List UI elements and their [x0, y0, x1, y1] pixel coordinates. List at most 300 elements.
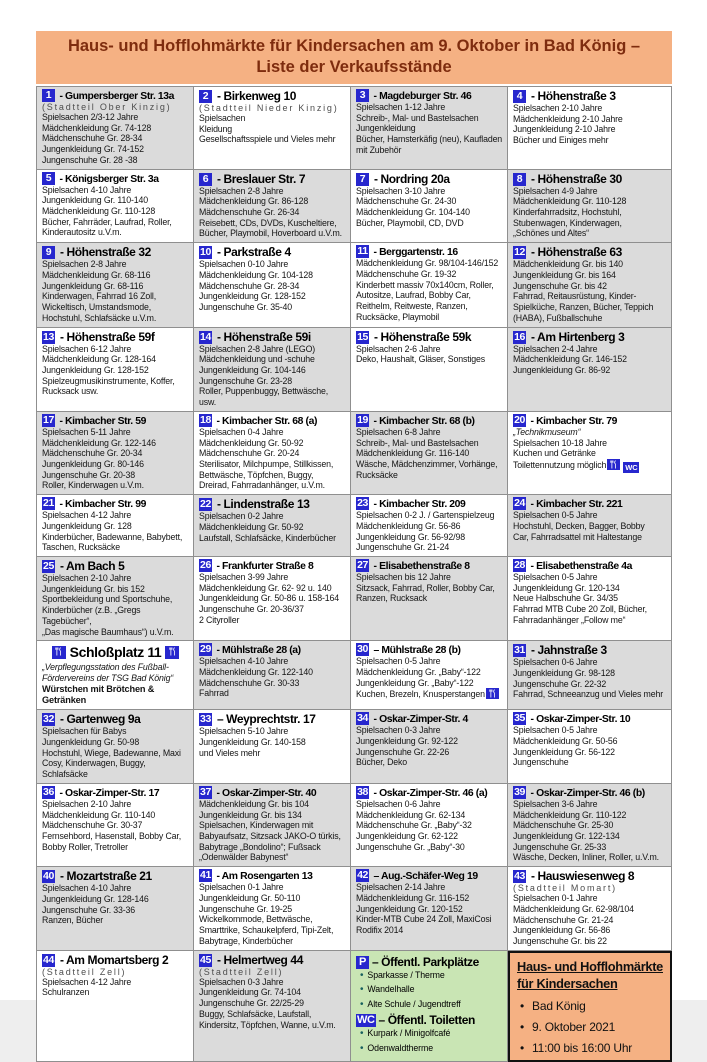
stall-title: - Mozartstraße 21 [59, 869, 152, 884]
stall-cell [508, 170, 672, 244]
stall-detail-line: Cosy, Kinderwagen, Buggy, Schlafsäcke [42, 758, 146, 780]
stall-detail-line: Mädchenkleidung Gr. 98/104-146/152 [356, 258, 499, 269]
stall-detail-line: 2 Cityroller [199, 614, 240, 625]
stall-detail-line: Jungenkleidung Gr. 50-98 [42, 736, 140, 747]
stall-detail-line: Fahrrad [199, 688, 229, 699]
stall-detail-line: Spielsachen 2-6 Jahre [356, 343, 441, 354]
wc-icon: WC [625, 462, 638, 472]
parking-icon: P [356, 956, 369, 969]
stall-detail-line: Hochstuhl, Decken, Bagger, Bobby [513, 520, 645, 531]
stall-detail-line: Ranzen, Rucksack [356, 593, 427, 604]
stall-detail-line: Bücher, Deko [356, 757, 408, 768]
stall-title: - Am Hirtenberg 3 [530, 329, 625, 344]
stall-detail-line: Mädchenkleidung Gr. 62-98/104 [513, 903, 634, 914]
stall-detail-line: Mädchenschuhe Gr. 30-33 [199, 677, 300, 688]
stall-detail-line: Spielsachen 4-10 Jahre [199, 656, 289, 667]
stall-detail-line: Mädchenkleidung Gr. 50-56 [513, 735, 618, 746]
stall-detail-line: Jungenkleidung Gr. bis 134 [199, 809, 302, 820]
stall-cell [37, 328, 194, 412]
stall-detail-line: Neue Halbschuhe Gr. 34/35 [513, 593, 618, 604]
stall-detail-line: Mädchenkleidung Gr. 110-128 [42, 206, 156, 217]
stall-number-badge: 37 [200, 785, 211, 798]
stall-cell [194, 87, 351, 170]
stall-detail-line: Spielsachen 0-3 Jahre [356, 725, 441, 736]
stall-district: (Stadtteil Zell) [42, 966, 127, 977]
stall-title: - Höhenstraße 3 [530, 89, 616, 103]
stall-detail-line: Mädchenkleidung Gr. 110-122 [513, 809, 627, 820]
stall-number-badge: 18 [200, 413, 211, 426]
stall-detail-line: Jungenschuhe Gr. „Baby“-30 [356, 841, 465, 852]
stall-detail-line: (HABA), Fußballschuhe [513, 312, 603, 323]
stall-detail-line: Jungenkleidung [356, 123, 416, 134]
stall-detail-line: Jungenkleidung Gr. 56-86 [513, 925, 611, 936]
stall-title: - Kimbacher Str. 59 [59, 415, 147, 427]
stall-cell [508, 641, 672, 710]
stall-number-badge: 24 [514, 497, 525, 510]
stall-title: – Mühlstraße 28 (b) [373, 645, 461, 657]
stall-header [513, 89, 667, 103]
stall-detail-line: Spielsachen 10-18 Jahre [513, 437, 607, 448]
stall-number-badge: 44 [43, 953, 54, 966]
stall-title: - Höhenstraße 30 [530, 171, 622, 186]
stall-header [356, 245, 503, 258]
stall-detail-line: Spielsachen 4-10 Jahre [42, 883, 132, 894]
stall-detail-line: „Technikmuseum“ [513, 426, 581, 437]
stall-title: - Elisabethenstraße 8 [373, 561, 470, 572]
event-info-item: • 11:00 bis 16:00 Uhr [517, 1041, 663, 1055]
stall-detail-line: Jungenkleidung Gr. 104-146 [199, 364, 306, 375]
stall-header [42, 953, 189, 967]
stall-cell [37, 243, 194, 327]
stall-cell [351, 328, 508, 412]
stall-number-badge: 43 [514, 870, 525, 883]
stall-number-badge: 26 [200, 559, 211, 571]
stall-cell [351, 710, 508, 784]
stall-detail-line: Ranzen, Bücher [42, 915, 103, 926]
stall-detail-line: Smarttrike, Schaukelpferd, Tipi-Zelt, [199, 924, 334, 935]
stall-detail-line: Spielsachen 4-9 Jahre [513, 185, 598, 196]
stall-detail-line: Spielsachen 2/3-12 Jahre [42, 112, 139, 122]
stall-detail-line: Jungenkleidung Gr. 120-134 [513, 582, 620, 593]
stall-number-badge: 2 [199, 90, 212, 103]
stall-number-badge: 28 [514, 559, 525, 571]
stall-detail-line: Jungenschuhe Gr. 33-36 [42, 904, 136, 915]
stall-detail-line: Spielsachen 0-1 Jahre [513, 893, 598, 904]
facility-item: • Kurpark / Minigolfcafé [356, 1027, 503, 1042]
stall-detail-line: Spielsachen 6-12 Jahre [42, 343, 132, 354]
stall-number-badge: 30 [357, 643, 368, 656]
stall-header [356, 497, 503, 510]
stall-cell [37, 951, 194, 1062]
stall-title: - Berggartenstr. 16 [373, 247, 458, 259]
stall-title: - Birkenweg 10 [216, 89, 297, 103]
stall-detail-line: Gesellschaftsspiele und Vieles mehr [199, 134, 336, 145]
stall-detail-line: Spielsachen 2-10 Jahre [42, 573, 132, 583]
stall-detail-line: Jungenkleidung Gr. 50-86 u. 158-164 [199, 593, 340, 604]
stall-detail-line: Mädchenkleidung Gr. bis 104 [199, 798, 309, 809]
stall-title: - Elisabethenstraße 4a [530, 561, 633, 572]
stalls-grid [36, 86, 672, 1062]
stall-detail-line: Jungenschuhe Gr. 22-32 [513, 678, 607, 689]
stall-cell [37, 87, 194, 170]
stall-detail-line: Jungenkleidung Gr. 56-92/98 [356, 531, 465, 542]
stall-number-badge: 38 [357, 785, 368, 798]
stall-title: - Mühlstraße 28 (a) [216, 645, 301, 657]
stall-cell [508, 557, 672, 641]
stall-title: - Höhenstraße 59k [373, 329, 472, 344]
stall-detail-line: Spielsachen 0-1 Jahre [199, 882, 284, 893]
stall-number-badge: 36 [43, 785, 54, 798]
stall-title: - Parkstraße 4 [216, 245, 291, 260]
facility-title: – Öffentl. Parkplätze [371, 954, 479, 969]
stall-header [356, 712, 503, 725]
stall-detail-line: Jungenschuhe Gr. 21-24 [356, 542, 450, 553]
stall-title: - Frankfurter Straße 8 [216, 561, 314, 572]
stall-detail-line: Kinderbücher (z.B. „Gregs Tagebücher“, [42, 605, 141, 626]
stall-detail-line: Jungenkleidung Gr. 128 [42, 520, 132, 531]
stall-detail-line: Hochstuhl, Schlafsäcke u.V.m. [42, 312, 157, 323]
stall-number-badge: 20 [514, 413, 525, 426]
stall-detail-line: Jungenschuhe Gr. 20-36/37 [199, 604, 304, 615]
stall-detail-line: Kuchen und Getränke [513, 448, 596, 459]
stall-detail-line: Mädchenschuhe Gr. 25-30 [513, 820, 614, 831]
stall-detail-line: Fahrrad, Schneeanzug und Vieles mehr [513, 689, 663, 700]
stall-header [42, 172, 189, 185]
stall-cell [194, 495, 351, 557]
stall-detail-line: Jungenschuhe [513, 757, 569, 768]
stall-number-badge: 15 [357, 330, 368, 343]
stall-detail-line: Mädchenkleidung Gr. 146-152 [513, 354, 627, 365]
stall-number-badge: 17 [43, 413, 54, 426]
stall-detail-line: Jungenkleidung Gr. 122-134 [513, 830, 620, 841]
stall-header [356, 559, 503, 572]
stall-district: (Stadtteil Ober Kinzig) [42, 102, 172, 112]
stall-header [199, 786, 346, 799]
stall-detail-line: Mädchenkleidung Gr. 62-134 [356, 809, 466, 820]
stall-title: - Lindenstraße 13 [216, 497, 310, 512]
stall-cell [508, 784, 672, 867]
stall-detail-line: Jungenschuhe Gr. bis 22 [513, 935, 607, 946]
stall-title: – Weyprechtstr. 17 [216, 712, 316, 727]
stall-detail-line: Mädchenkleidung Gr. 50-92 [199, 521, 304, 532]
stall-detail-line: Jungenschuhe Gr. 20-38 [42, 469, 136, 480]
stall-detail-line: Mädchenkleidung Gr. 122-140 [199, 667, 313, 678]
facility-title: – Öffentl. Toiletten [378, 1013, 475, 1028]
event-info-title-line: Haus- und Hofflohmärkte [517, 958, 663, 974]
event-info-item: • Bad König [517, 999, 663, 1013]
stall-detail-line: Mädchenkleidung Gr. 128-164 [42, 354, 156, 365]
stall-title: - Jahnstraße 3 [530, 643, 607, 658]
stall-title: – Aug.-Schäfer-Weg 19 [373, 871, 478, 883]
stall-detail-line: Mädchenschuhe Gr. 19-32 [356, 268, 457, 279]
stall-detail-line: Spielsachen für Babys [42, 726, 127, 737]
stall-title: - Höhenstraße 32 [59, 245, 151, 260]
stall-header [199, 643, 346, 656]
stall-title: - Kimbacher Str. 68 (b) [373, 415, 475, 427]
stall-header [42, 559, 189, 573]
stall-detail-line: Mädchenschuhe Gr. 30-37 [42, 820, 143, 831]
stall-cell [37, 170, 194, 244]
stall-detail-line: Spielsachen 0-10 Jahre [199, 259, 289, 270]
stall-header [356, 869, 503, 882]
stall-detail-line: Spielküche, Ranzen, Bücher, Teppich [513, 302, 654, 313]
stall-cell [37, 412, 194, 495]
stall-detail-line: Mädchenkleidung und -schuhe [199, 354, 315, 365]
stall-detail-line: Mädchenkleidung Gr. 50-92 [199, 437, 304, 448]
stall-detail-line: Bücher und Einiges mehr [513, 135, 609, 146]
stall-detail-line: Kinderbücher, Badewanne, Babybett, [42, 531, 183, 542]
stall-detail-line: Bücher, Playmobil, Hoverboard u.V.m. [199, 228, 342, 239]
stall-detail-line: Wäsche, Decken, Inliner, Roller, u.V.m. [513, 852, 659, 863]
stall-detail-line: Schreib-, Mal- und Bastelsachen [356, 112, 479, 123]
stall-detail-line: Spielsachen 2-14 Jahre [356, 882, 446, 893]
stall-header [42, 712, 189, 726]
stall-cell [351, 557, 508, 641]
stall-detail-line: Spielsachen 2-4 Jahre [513, 343, 598, 354]
stall-title: - Gumpersberger Str. 13a [59, 91, 175, 102]
stall-title: - Oskar-Zimper-Str. 4 [373, 714, 468, 726]
stall-detail-line: Kindersitz, Töpfchen, Wanne, u.V.m. [199, 1019, 336, 1030]
stall-detail-line: mit Zubehör [356, 144, 402, 155]
stall-detail-line: Mädchenschuhe Gr. 26-34 [199, 207, 300, 218]
stall-cell [37, 495, 194, 557]
stall-header [199, 559, 346, 572]
stall-detail-line: Mädchenkleidung Gr. 104-128 [199, 269, 313, 280]
stall-detail-line: Bücher, Playmobil, CD, DVD [356, 217, 464, 228]
event-info-box [508, 951, 672, 1062]
stall-number-badge: 27 [357, 559, 368, 571]
stall-header [513, 869, 667, 883]
stall-cell [194, 557, 351, 641]
stall-header [199, 414, 346, 427]
stall-detail-line: Mädchenkleidung Gr. 74-128 [42, 122, 152, 133]
stall-detail-line: Jungenkleidung Gr. 80-146 [42, 458, 144, 469]
stall-detail-line: Jungenschuhe Gr. 28 -38 [42, 154, 138, 165]
stall-detail-line: und Vieles mehr [199, 747, 261, 758]
stall-detail-line: Jungenkleidung Gr. 128-152 [42, 364, 149, 375]
stall-detail-line: Fahrrad MTB Cube 20 Zoll, Bücher, [513, 604, 647, 615]
stall-title: - Kimbacher Str. 79 [530, 415, 618, 427]
stall-header [513, 172, 667, 186]
facility-heading [356, 1013, 503, 1027]
stall-detail-line: Jungenkleidung Gr. 120-152 [356, 903, 463, 914]
stall-cell [351, 170, 508, 244]
stall-detail-line: Jungenkleidung Gr. 140-158 [199, 736, 306, 747]
stall-title: - Oskar-Zimper-Str. 17 [59, 787, 160, 799]
stall-number-badge: 3 [356, 89, 369, 102]
stall-detail-line: Babytrage „Bondolino“; Fußsack [199, 841, 321, 852]
stall-detail-line: „Das magische Baumhaus“) u.V.m. [42, 626, 174, 637]
stall-detail-line [513, 459, 667, 473]
stall-number-badge: 4 [513, 90, 526, 103]
stall-detail-line: Spielsachen 6-8 Jahre [356, 426, 441, 437]
stall-number-badge: 1 [42, 89, 55, 102]
stall-cell [37, 557, 194, 641]
stall-detail-line: „Schönes und Altes“ [513, 228, 589, 239]
stall-title: - Oskar-Zimper-Str. 10 [530, 714, 631, 726]
stall-cell [194, 784, 351, 867]
cutlery-icon [607, 459, 620, 470]
stall-title: - Höhenstraße 59f [59, 329, 155, 344]
stall-detail-line: Spielsachen [199, 113, 246, 123]
stall-detail-line: Fahrradanhänger „Follow me“ [513, 614, 626, 625]
stall-number-badge: 42 [357, 869, 368, 882]
stall-detail-line: Jungenkleidung Gr. 74-104 [199, 987, 301, 998]
stall-title: - Am Rosengarten 13 [216, 871, 313, 883]
stall-district: (Stadtteil Zell) [199, 966, 284, 977]
stall-detail-line: Mädchenschuhe Gr. 21-24 [513, 914, 614, 925]
flyer-title [36, 31, 672, 84]
stall-detail-line: Bobby Roller, Tretroller [42, 841, 128, 852]
stall-detail-line: Kinderwagen, Fahrrad 16 Zoll, [42, 291, 156, 302]
stall-cell [194, 328, 351, 412]
stall-title: - Gartenweg 9a [59, 712, 141, 727]
stall-detail-line: Laufstall, Schlafsäcke, Kinderbücher [199, 532, 336, 543]
stall-detail-line: Mädchenkleidung Gr. 116-140 [356, 448, 470, 459]
stall-cell [508, 495, 672, 557]
stall-detail-line: Spielsachen 0-6 Jahre [513, 657, 598, 668]
stall-detail-line: Jungenkleidung Gr. 98-128 [513, 668, 615, 679]
cutlery-icon [52, 646, 66, 659]
stall-cell [508, 867, 672, 951]
stall-detail-line: Fahrrad, Reitausrüstung, Kinder- [513, 291, 637, 302]
stall-detail-line: Mädchenschuhe Gr. 20-34 [42, 448, 143, 459]
cutlery-icon [165, 646, 179, 659]
cutlery-icon [486, 688, 499, 699]
stall-detail-line: Spielsachen 0-5 Jahre [513, 572, 598, 582]
facility-item: • Alte Schule / Jugendtreff [356, 998, 503, 1013]
stall-number-badge: 41 [200, 869, 211, 882]
stall-detail-line: Mädchenkleidung Gr. 110-128 [513, 196, 627, 207]
stall-number-badge: 29 [200, 643, 211, 656]
title-line-1: Haus- und Hofflohmärkte für Kindersachen am 9. Oktober in Bad König – [67, 37, 641, 55]
stall-title: - Kimbacher Str. 221 [530, 499, 623, 511]
stall-header [513, 712, 667, 725]
stall-detail-line: Jungenkleidung Gr. 74-152 [42, 144, 144, 155]
stall-header [42, 330, 189, 344]
stall-number-badge: 8 [513, 173, 526, 186]
stall-detail-line: Spielsachen 2-8 Jahre (LEGO) [199, 343, 316, 354]
stall-title: - Kimbacher Str. 209 [373, 499, 466, 511]
stall-header [42, 89, 189, 102]
stall-detail-line: Dreirad, Fahrradanhänger, u.V.m. [199, 480, 325, 491]
stall-header [42, 497, 189, 510]
facility-heading [356, 955, 503, 969]
stall-header [199, 953, 346, 967]
stall-number-badge: 39 [514, 785, 525, 798]
stall-detail-line: Jungenkleidung 2-10 Jahre [513, 124, 616, 135]
stall-detail-line: Jungenschuhe Gr. 23-28 [199, 375, 293, 386]
stall-detail-line: Spielsachen 5-10 Jahre [199, 726, 289, 737]
stall-district: (Stadtteil Nieder Kinzig) [199, 103, 339, 113]
stall-title: - Breslauer Str. 7 [216, 171, 306, 186]
stall-detail-line: Hochstuhl, Wiege, Badewanne, Maxi [42, 747, 181, 758]
stall-detail-line: Fernsehbord, Hasenstall, Bobby Car, [42, 830, 181, 841]
stall-detail-line: Spielsachen 2-10 Jahre [513, 103, 603, 113]
stall-detail-line: Sportbekleidung und Sportschuhe, [42, 594, 173, 605]
stall-detail-line: Jungenschuhe Gr. 35-40 [199, 302, 293, 313]
stall-detail-line: Mädchenkleidung Gr. 116-152 [356, 892, 470, 903]
event-info-item: • 9. Oktober 2021 [517, 1020, 663, 1034]
stall-detail-line: Jungenschuhe Gr. bis 42 [513, 280, 607, 291]
stall-number-badge: 7 [356, 173, 369, 186]
stall-detail-line: Mädchenschuhe Gr. 20-24 [199, 448, 300, 459]
stall-title: - Kimbacher Str. 68 (a) [216, 415, 318, 427]
stall-header [199, 330, 346, 344]
stall-number-badge: 33 [200, 713, 211, 726]
stall-detail-line: Mädchenschuhe Gr. 28-34 [42, 133, 143, 144]
stall-detail-line: „Odenwälder Babynest“ [199, 852, 289, 863]
stall-number-badge: 10 [200, 246, 211, 259]
stall-detail-line: Taschen, Rucksäcke [42, 542, 120, 553]
stall-number-badge: 21 [43, 497, 54, 510]
stall-number-badge: 5 [42, 172, 55, 185]
stall-number-badge: 23 [357, 497, 368, 510]
stall-detail-line: Jungenschuhe Gr. 22/25-29 [199, 998, 304, 1009]
stall-detail-line: Kinder-MTB Cube 24 Zoll, MaxiCosi [356, 914, 492, 925]
stall-header [42, 869, 189, 883]
food-station-note-line: „Verpflegungsstation des Fußball- [42, 662, 169, 673]
stall-cell [37, 784, 194, 867]
event-info-title-line: für Kindersachen [517, 975, 618, 991]
stall-title: - Am Bach 5 [59, 559, 125, 573]
stall-cell [37, 867, 194, 951]
stall-detail-line: Rucksäcke, Playmobil [356, 311, 440, 322]
title-line-2: Liste der Verkaufsstände [256, 58, 452, 77]
stall-detail-line: Wickelkommode, Bettwäsche, [199, 914, 313, 925]
stall-header [513, 245, 667, 259]
stall-number-badge: 25 [43, 560, 54, 572]
stall-detail-line: Spielsachen 0-6 Jahre [356, 798, 441, 809]
stall-cell [508, 710, 672, 784]
stall-cell [508, 243, 672, 327]
stall-title: - Oskar-Zimper-Str. 46 (a) [373, 787, 488, 799]
stall-detail-line: Spielzeugmusikinstrumente, Koffer, [42, 375, 175, 386]
stall-title: - Königsberger Str. 3a [59, 173, 159, 185]
stall-title: - Höhenstraße 63 [530, 245, 622, 260]
stall-detail-line: Kinderbett massiv 70x140cm, Roller, [356, 279, 494, 290]
stall-header [356, 643, 503, 656]
stall-detail-line: Deko, Haushalt, Gläser, Sonstiges [356, 354, 486, 365]
stall-header [199, 712, 346, 726]
stall-detail-line: Mädchenschuhe Gr. 28-34 [199, 280, 300, 291]
stall-title: - Magdeburger Str. 46 [373, 91, 472, 102]
stall-number-badge: 22 [200, 498, 211, 511]
stall-detail-line: Mädchenkleidung Gr. bis 140 [513, 259, 623, 270]
stall-title: - Kimbacher Str. 99 [59, 499, 147, 511]
stall-detail-line: Spielsachen 0-5 Jahre [356, 656, 441, 667]
stall-title: - Höhenstraße 59i [216, 329, 311, 344]
stall-detail-line: Roller, Puppenbuggy, Bettwäsche, usw. [199, 386, 329, 408]
facility-item: • Odenwaldtherme [356, 1042, 503, 1057]
stall-header [356, 89, 503, 102]
stall-detail-line: Sterilisator, Milchpumpe, Stillkissen, [199, 458, 334, 469]
stall-number-badge: 31 [514, 644, 525, 657]
stall-number-badge: 12 [514, 246, 525, 259]
stall-detail-line: Spielsachen 0-5 Jahre [513, 725, 598, 736]
stall-detail-line: Jungenkleidung Gr. 50-110 [199, 892, 301, 903]
stall-header [356, 330, 503, 344]
stall-detail-line: Mädchenkleidung Gr. 68-116 [42, 269, 151, 280]
stall-number-badge: 45 [200, 953, 211, 966]
stall-detail-line: Jungenkleidung Gr. bis 152 [42, 583, 145, 594]
stall-detail-text: Toilettennutzung möglich [513, 459, 607, 470]
stall-detail-line: Mädchenkleidung Gr. „Baby“-122 [356, 667, 481, 678]
stall-detail-line: Jungenkleidung Gr. 128-146 [42, 893, 149, 904]
stall-detail-line: Jungenkleidung Gr. 110-140 [42, 195, 148, 206]
stall-detail-line: Mädchenkleidung Gr. 62- 92 u. 140 [199, 582, 332, 593]
stall-detail-line: Jungenkleidung Gr. „Baby“-122 [356, 677, 474, 688]
